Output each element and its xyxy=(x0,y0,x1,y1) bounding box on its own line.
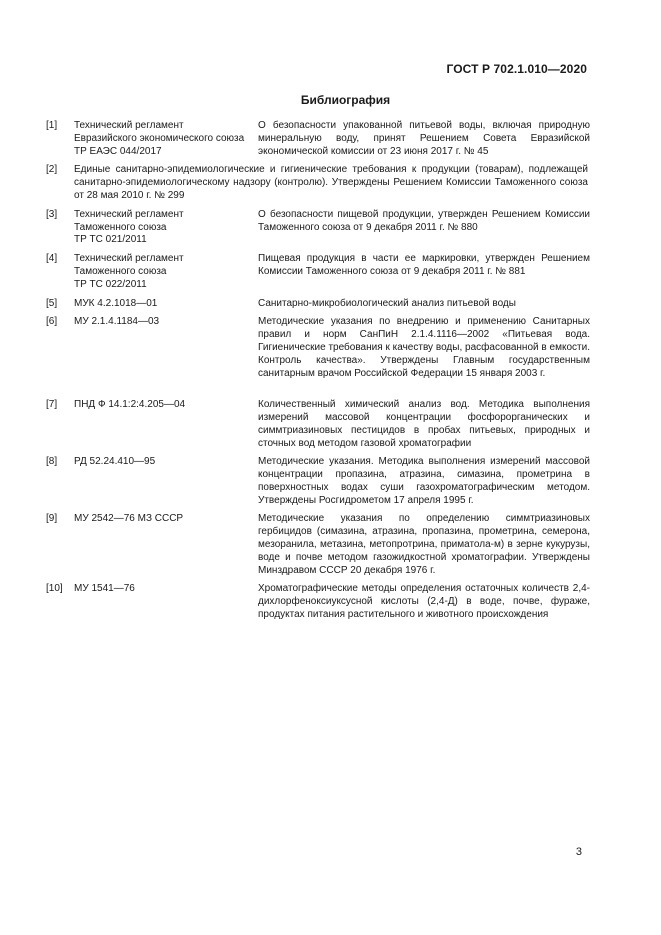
entry-description: Пищевая продукция в части ее маркировки, утвержден Решением Комиссии Таможенного союза от 9 декабря 2011 г. № 881 xyxy=(258,253,590,277)
entry-description: Хроматографические методы определения остаточных количеств 2,4-дихлорфеноксиуксусной кислоты (2,4-Д) в воде, почве, фураже, продуктах питания растительного и животного происхождения xyxy=(258,583,590,620)
entry-description: О безопасности пищевой продукции, утвержден Решением Комиссии Таможенного союза от 9 декабря 2011 г. № 880 xyxy=(258,208,590,233)
entry-code-line: ПНД Ф 14.1:2:4.205—04 xyxy=(74,399,186,411)
bibliography-list xyxy=(46,120,590,628)
entry-code xyxy=(74,583,252,596)
bibliography-entry xyxy=(46,209,590,247)
entry-description: Количественный химический анализ вод. Методика выполнения измерений массовой концентрации фосфорорганических и симмтриазиновых пестицидов в пробах питьевых, природных и сточных вод методом газовой хроматографии xyxy=(258,399,590,449)
entry-description: Методические указания. Методика выполнения измерений массовой концентрации пропазина, атразина, симазина, прометрина в поверхностных водах суши газохроматографическим методом. Утверждены Росгидрометом 17 апреля 1995 г. xyxy=(258,456,590,506)
entry-number: [7] xyxy=(46,399,58,411)
entry-description: Санитарно-микробиологический анализ питьевой воды xyxy=(258,297,516,309)
entry-number: [8] xyxy=(46,456,58,468)
entry-code-line: ТР ЕАЭС 044/2017 xyxy=(74,145,162,157)
entry-code xyxy=(74,399,252,412)
entry-code-line: МУК 4.2.1018—01 xyxy=(74,297,158,309)
bibliography-entry xyxy=(46,513,590,577)
bibliography-entry xyxy=(46,253,590,291)
entry-code xyxy=(74,209,252,247)
bibliography-entry xyxy=(46,120,590,158)
entry-full-text: Единые санитарно-эпидемиологические и гигиенические требования к продукции (товарам), подлежащей санитарно-эпидемиологическому надзору (контролю). Утверждены Решением Комиссии Таможенного союза от 28 мая 2010 г. № 299 xyxy=(74,164,588,201)
bibliography-title: Библиография xyxy=(300,93,391,107)
entry-number: [4] xyxy=(46,253,58,265)
bibliography-entry xyxy=(46,316,590,393)
entry-code-line: Технический регламент xyxy=(74,253,184,265)
entry-code-line: ТР ТС 022/2011 xyxy=(74,278,147,290)
page-number: 3 xyxy=(575,846,582,858)
bibliography-entry xyxy=(46,164,590,202)
standard-number: ГОСТ Р 702.1.010—2020 xyxy=(446,62,587,76)
entry-number: [5] xyxy=(46,297,58,309)
entry-code xyxy=(74,298,252,311)
entry-description: Методические указания по внедрению и применению Санитарных правил и норм СанПиН 2.1.4.1116—2002 «Питьевая вода. Гигиенические требования к качеству воды, расфасованной в емкости. Контроль качества». Утверждены Главным государственным санитарным врачом Российской Федерации 15 января 2003 г. xyxy=(258,316,590,379)
entry-number: [3] xyxy=(46,208,58,220)
entry-code xyxy=(74,316,252,329)
entry-code xyxy=(74,456,252,469)
entry-code xyxy=(74,120,252,158)
entry-code-line: Технический регламент xyxy=(74,208,184,220)
entry-number: [9] xyxy=(46,513,58,525)
entry-code-line: МУ 1541—76 xyxy=(74,583,135,595)
entry-code-line: Технический регламент xyxy=(74,120,184,131)
entry-code xyxy=(74,513,252,526)
entry-code-line: Таможенного союза xyxy=(74,265,167,277)
bibliography-entry xyxy=(46,298,590,311)
entry-number: [2] xyxy=(46,164,58,176)
entry-code-line: МУ 2.1.4.1184—03 xyxy=(74,316,160,328)
entry-number: [6] xyxy=(46,316,58,328)
entry-code-line: МУ 2542—76 МЗ СССР xyxy=(74,513,184,525)
entry-code-line: ТР ТС 021/2011 xyxy=(74,234,147,246)
entry-code-line: РД 52.24.410—95 xyxy=(74,456,156,468)
entry-code xyxy=(74,253,252,291)
entry-code-line: Евразийского экономического союза xyxy=(74,132,245,144)
entry-number: [10] xyxy=(46,583,63,595)
entry-description: О безопасности упакованной питьевой воды, включая природную минеральную воду, принят Решением Совета Евразийской экономической комиссии от 23 июня 2017 г. № 45 xyxy=(258,120,590,157)
bibliography-entry xyxy=(46,456,590,507)
entry-description: Методические указания по определению симмтриазиновых гербицидов (симазина, атразина, пропазина, прометрина, семерона, мезоранила, метазина, метопротрина, приматола-м) в зерне кукурузы, воде и почве методом газожидкостной хроматографии. Утверждены Минздравом СССР 20 декабря 1976 г. xyxy=(258,513,590,576)
bibliography-entry xyxy=(46,583,590,622)
bibliography-entry xyxy=(46,399,590,450)
entry-number: [1] xyxy=(46,120,58,131)
entry-code-line: Таможенного союза xyxy=(74,221,167,233)
